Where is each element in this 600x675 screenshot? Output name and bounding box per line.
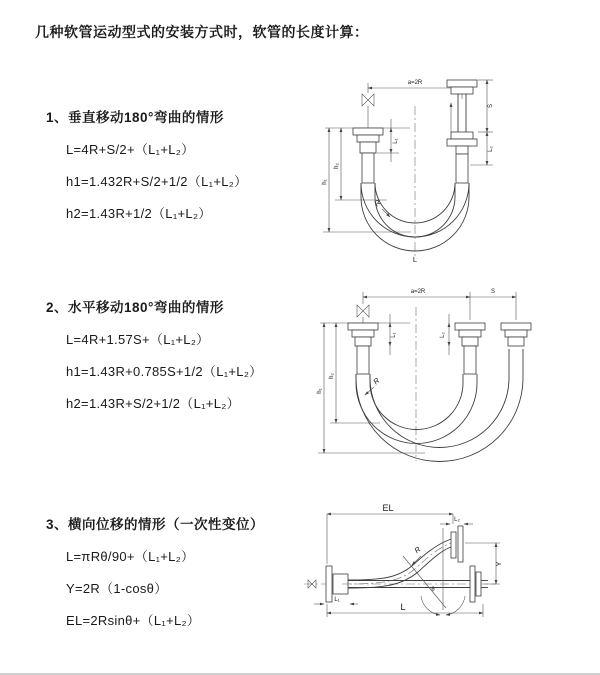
formula-line: h1=1.432R+S/2+1/2（L₁+L₂）	[66, 174, 248, 189]
dim-label-h1: h₁	[322, 179, 328, 185]
dim-label-s: S	[488, 103, 494, 109]
valve-icon	[357, 305, 369, 323]
diagram-vertical-180-bend	[315, 70, 585, 265]
section-heading: 1、垂直移动180°弯曲的情形	[46, 110, 224, 125]
dim-label-a2r: a=2R	[407, 80, 423, 86]
section-lateral-displacement	[46, 513, 264, 629]
dim-label-length: L	[412, 255, 418, 264]
diagram-horizontal-180-bend	[310, 283, 590, 468]
section-heading: 2、水平移动180°弯曲的情形	[46, 300, 224, 315]
dim-label-h1: h₁	[317, 388, 323, 394]
hose-u-curves	[356, 349, 523, 462]
section-heading: 3、横向位移的情形（一次性变位）	[46, 517, 265, 532]
left-fitting	[353, 128, 383, 183]
dim-label-length: L	[400, 602, 406, 612]
diagram-lateral-displacement	[300, 498, 600, 648]
dim-label-l1: L₁	[391, 332, 397, 338]
section-vertical-movement	[46, 106, 247, 222]
dim-label-r: R	[371, 375, 382, 387]
dim-label-l2: L₂	[454, 517, 460, 523]
dim-label-l1: L₁	[393, 138, 399, 144]
dim-label-s: S	[490, 289, 496, 295]
formula-line: EL=2Rsinθ+（L₁+L₂）	[66, 613, 201, 628]
dim-label-l2: L₂	[488, 146, 494, 152]
left-fitting	[348, 323, 378, 374]
right-fitting	[501, 323, 531, 346]
dim-label-theta: θ	[431, 587, 435, 593]
formula-line: L=4R+1.57S+（L₁+L₂）	[66, 332, 210, 347]
dim-label-r: R	[372, 197, 383, 209]
formula-line: Y=2R（1-cosθ）	[66, 581, 168, 596]
dim-label-l1: L₁	[334, 597, 340, 603]
page-title: 几种软管运动型式的安装方式时，软管的长度计算：	[35, 24, 369, 40]
formula-line: h2=1.43R+1/2（L₁+L₂）	[66, 206, 212, 221]
dim-label-a2r: a=2R	[410, 289, 426, 295]
dim-label-h2: h₂	[334, 163, 340, 169]
dim-label-h2: h₂	[329, 373, 335, 379]
dim-label-el: EL	[382, 503, 394, 513]
middle-fitting	[455, 323, 485, 374]
upper-flange	[451, 526, 463, 562]
valve-icon	[362, 94, 374, 128]
formula-line: L=4R+S/2+（L₁+L₂）	[66, 142, 195, 157]
dim-label-r: R	[412, 544, 423, 556]
dim-label-l2: L₂	[440, 332, 446, 338]
formula-line: h2=1.43R+S/2+1/2（L₁+L₂）	[66, 396, 240, 411]
section-horizontal-movement	[46, 296, 262, 412]
dimension-lines	[317, 289, 516, 453]
formula-line: L=πRθ/90+（L₁+L₂）	[66, 549, 195, 564]
dim-label-y: Y	[494, 561, 503, 567]
formula-line: h1=1.43R+0.785S+1/2（L₁+L₂）	[66, 364, 263, 379]
